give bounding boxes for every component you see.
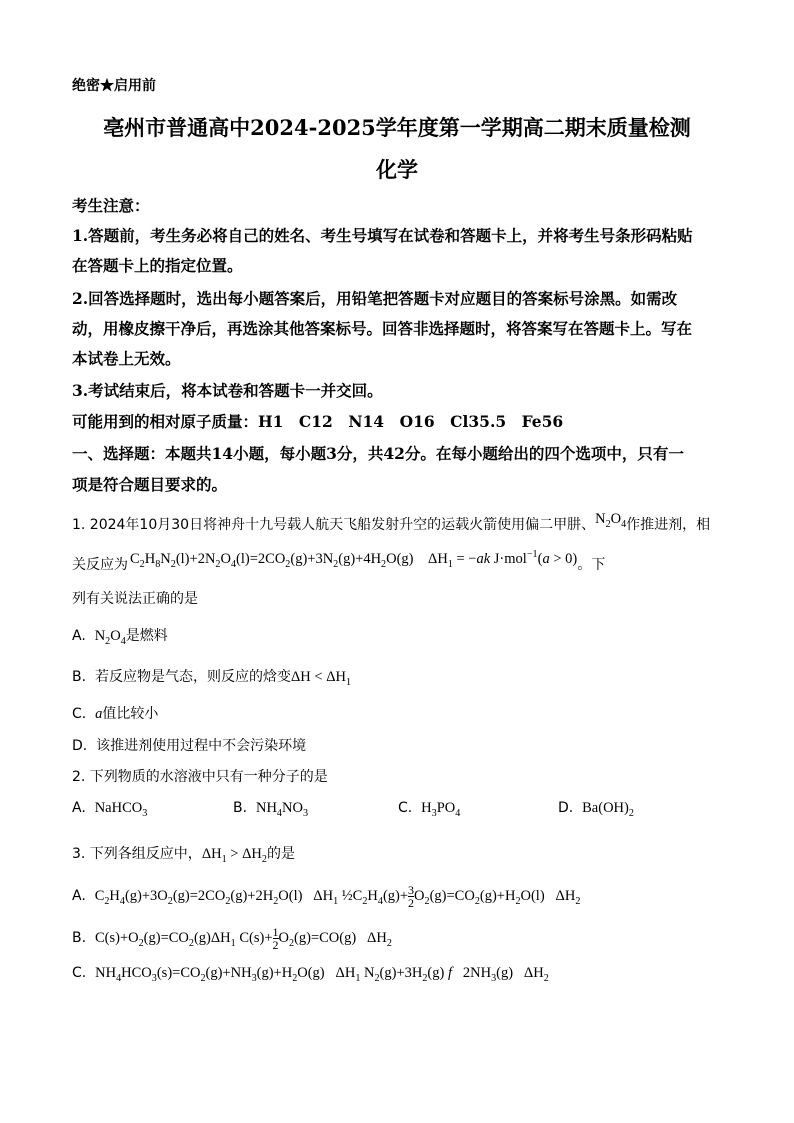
q1-line2-text-b: 。下: [577, 557, 606, 573]
q2-option-a: [72, 800, 147, 819]
formula-nh4no3: $NH_4NO_3$: [255, 800, 308, 819]
q1-line1-text-b: 作推进剂，相: [626, 517, 711, 533]
enthalpy-compare-q3: $\Delta H_1 > \Delta H_2$: [201, 846, 267, 865]
formula-nahco3: NaHCO$_3$: [94, 800, 148, 819]
q3-option-b: [72, 926, 392, 951]
q3-option-a: [72, 884, 580, 909]
formula-n2o4-a: $N_2O_4$: [94, 628, 126, 647]
notice-item2-line2: 动，用橡皮擦干净后，再选涂其他答案标号。回答非选择题时，将答案写在答题卡上。写在: [72, 319, 693, 338]
q2-option-d: [558, 800, 634, 819]
notice-heading: 考生注意：: [72, 196, 150, 215]
q3-option-a-equation: $C_2H_4(g)+3O_2(g)=2CO_2(g)+2H_2O(l)$ $\Delta H_1$ $\frac{1}{2}C_2H_4(g)+$ $\frac{3}{2}$ $O_2(g)=CO_2(g)+H_2O(l)$ $\Delta H_2$: [94, 883, 581, 910]
q1-option-c-label: C.: [72, 706, 87, 722]
q3-stem-a: 3. 下列各组反应中，: [72, 846, 202, 862]
q1-option-b: [72, 666, 351, 688]
formula-n2o4: $N_2O_4$: [595, 511, 627, 530]
q2-option-a-label: A.: [72, 800, 86, 816]
q1-line1-text-a: 1. 2024年10月30日将神舟十九号载人航天飞船发射升空的运载火箭使用偏二甲肼、: [72, 517, 596, 533]
notice-item1-line1: 1.答题前，考生务必将自己的姓名、考生号填写在试卷和答题卡上，并将考生号条形码粘贴: [72, 226, 693, 245]
q2-option-b-label: B.: [233, 800, 248, 816]
q1-option-a-label: A.: [72, 628, 86, 644]
q1-option-b-label: B.: [72, 669, 87, 685]
secret-label: 绝密★启用前: [72, 78, 156, 94]
q2-stem: 2. 下列物质的水溶液中只有一种分子的是: [72, 769, 328, 785]
q3-option-b-label: B.: [72, 929, 87, 946]
notice-item1-line2: 在答题卡上的指定位置。: [72, 256, 243, 275]
exam-subject: 化学: [376, 157, 418, 182]
enthalpy-compare-b: $\Delta H < \Delta H_1$: [290, 669, 352, 688]
q3-option-c: [72, 965, 549, 984]
q1-option-a-text: 是燃料: [125, 628, 168, 644]
q2-option-c: [398, 800, 460, 819]
q1-option-c-text: 值比较小: [102, 706, 159, 722]
q1-option-d: [72, 735, 306, 755]
q1-option-a: [72, 625, 168, 647]
q1-option-b-text: 若反应物是气态，则反应的焓变: [94, 669, 291, 685]
section1-line1: 一、选择题：本题共14小题，每小题3分，共42分。在每小题给出的四个选项中，只有一: [72, 444, 684, 463]
q3-option-a-label: A.: [72, 887, 86, 904]
q3-stem-b: 的是: [266, 846, 295, 862]
atomic-mass-line: 可能用到的相对原子质量：H1 C12 N14 O16 Cl35.5 Fe56: [72, 412, 564, 431]
q1-option-d-text: 该推进剂使用过程中不会污染环境: [96, 738, 307, 754]
exam-title: 亳州市普通高中2024-2025学年度第一学期高二期末质量检测: [103, 115, 691, 140]
q1-option-c: [72, 703, 158, 723]
q3-stem: [72, 843, 295, 865]
reaction-equation: $C_2H_8N_2(l)+2N_2O_4(l)=2CO_2(g)+3N_2(g)+4H_2O(g)$ $\Delta H_1 = -ak$ J·mol$^{-1}$(a > 0): [130, 549, 578, 570]
notice-item2-line1: 2.回答选择题时，选出每小题答案后，用铅笔把答题卡对应题目的答案标号涂黑。如需改: [72, 289, 678, 308]
formula-h3po4: $H_3PO_4$: [421, 800, 461, 819]
formula-baoh2: $Ba(OH)_2$: [582, 800, 634, 819]
q1-line2: [72, 549, 606, 576]
q2-option-c-label: C.: [398, 800, 413, 816]
notice-item2-line3: 本试卷上无效。: [72, 349, 181, 368]
symbol-a: a: [95, 706, 103, 722]
q1-option-d-label: D.: [72, 738, 88, 754]
q1-line1: [72, 511, 711, 536]
q3-option-b-equation: $C(s)+O_2(g)=CO_2(g)\Delta H_1$ C(s)+ $\frac{1}{2}$ $O_2(g)=CO(g)$ $\Delta H_2$: [94, 925, 392, 952]
q2-option-d-label: D.: [558, 800, 574, 816]
q3-option-c-label: C.: [72, 965, 87, 981]
notice-item3: 3.考试结束后，将本试卷和答题卡一并交回。: [72, 381, 383, 400]
q1-line3: 列有关说法正确的是: [72, 591, 198, 607]
q3-option-c-equation: $NH_4HCO_3(s)=CO_2(g)+NH_3(g)+H_2O(g)$ $\Delta H_1$ $N_2(g)+3H_2(g)$ f $2NH_3(g)$ $\Delta H_2$: [95, 965, 549, 984]
q2-option-b: [233, 800, 308, 819]
section1-line2: 项是符合题目要求的。: [72, 475, 228, 494]
q1-line2-text-a: 关反应为: [72, 557, 128, 573]
